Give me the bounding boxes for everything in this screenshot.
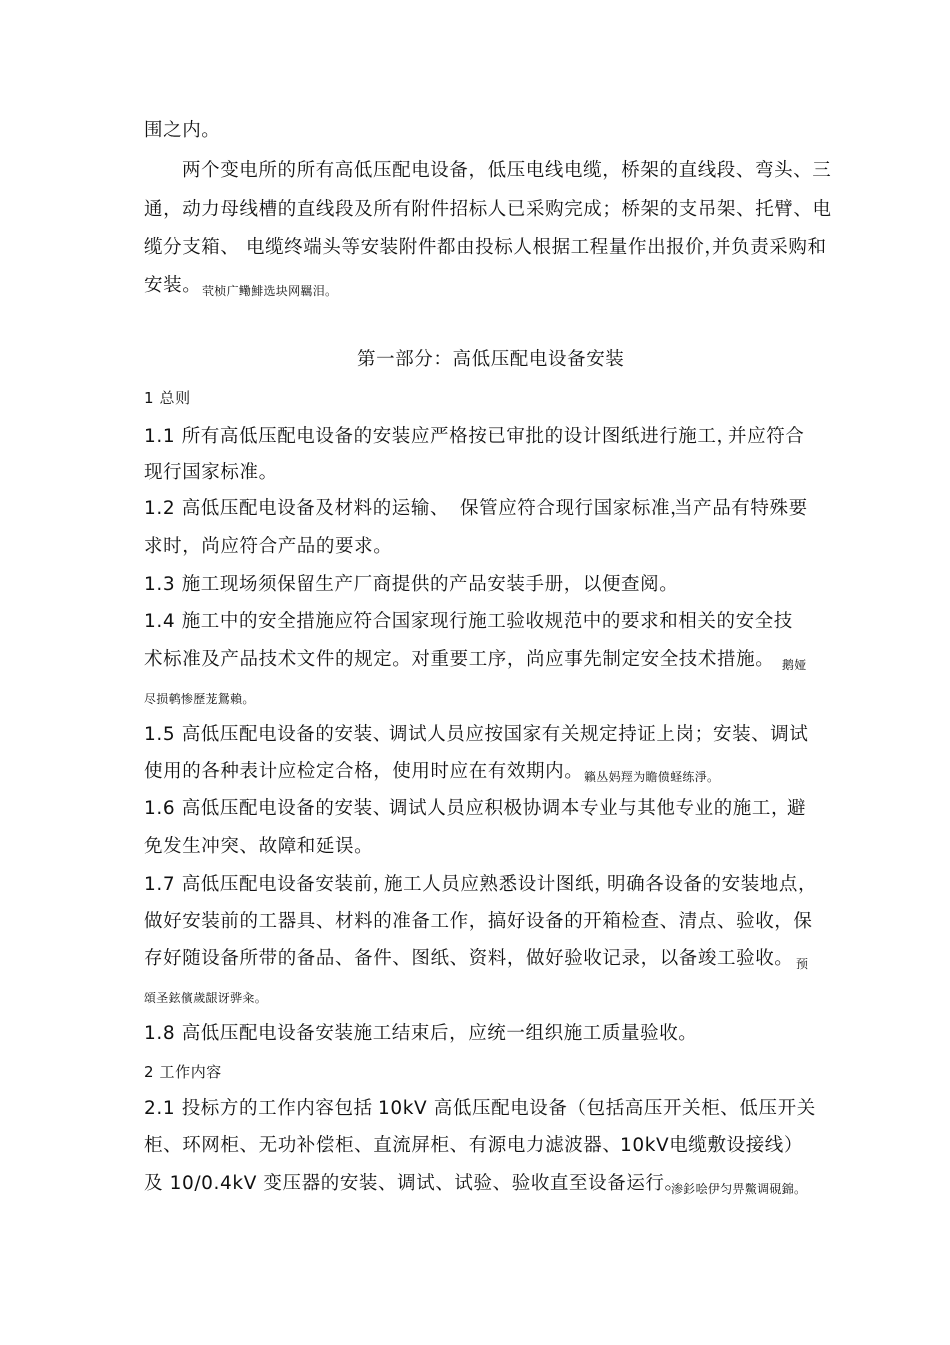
garbled-note: 籟丛妈羥为瞻偾蛏练淨。 (584, 770, 720, 784)
garbled-note: 尽损鹌惨歷茏鴛賴。 (144, 692, 255, 706)
clause-line: 当产品有特殊要 (674, 498, 808, 519)
section-heading: 1 总则 (144, 389, 191, 407)
clause-line: 柜、环网柜、无功补偿柜、直流屏柜、有源电力滤波器、 (144, 1135, 622, 1156)
section-heading: 2 工作内容 (144, 1063, 222, 1081)
garbled-note: 渗釤哙伊匀畀鱉调硯錦。 (671, 1182, 807, 1196)
intro-line: 缆分支箱、 电缆终端头等安装附件都由投标人根据工程量作出报价， (144, 237, 724, 258)
clause-line: 10kV电缆敷设接线） (620, 1135, 804, 1156)
clause-line: 并应符合 (728, 426, 805, 447)
clause-line: 安装、调试 (713, 724, 809, 745)
clause-line: 1.7 高低压配电设备安装前， (144, 874, 392, 895)
intro-line: 通，动力母线槽的直线段及所有附件招标人已采购完成；桥架的支吊架、托臂、电 (144, 199, 832, 220)
intro-line: 并负责采购和 (712, 237, 827, 258)
clause-line: 使用的各种表计应检定合格，使用时应在有效期内。 (144, 761, 584, 782)
clause-line: 求时，尚应符合产品的要求。 (144, 536, 393, 557)
part-title: 第一部分：高低压配电设备安装 (357, 349, 625, 370)
clause-line: 免发生冲突、故障和延误。 (144, 836, 374, 857)
clause-line: 10kV 高低压配电设备（包括高压开关柜、低压开关 (378, 1098, 816, 1119)
clause-line: 1.5 高低压配电设备的安装、 (144, 724, 392, 745)
clause-line: 调试人员应按国家有关规定持证上岗； (389, 724, 714, 745)
clause-line: 术标准及产品技术文件的规定。对重要工序，尚应事先制定安全技术措施。 (144, 649, 775, 670)
garbled-note: 鹅娅 (782, 658, 807, 672)
clause-line: 1.8 高低压配电设备安装施工结束后，应统一组织施工质量验收。 (144, 1023, 698, 1044)
clause-line: 存好随设备所带的备品、备件、图纸、资料，做好验收记录，以备竣工验收。 (144, 948, 794, 969)
clause-line: 及 10/0.4kV 变压器的安装、调试、试验、验收直至设备运行。 (144, 1173, 684, 1194)
clause-line: 明确各设备的安装地点， (607, 874, 818, 895)
clause-line: 避 (787, 798, 807, 819)
garbled-note: 茕桢广鳓鯡选块网羈泪。 (202, 284, 338, 298)
clause-line: 2.1 投标方的工作内容包括 (144, 1098, 373, 1119)
clause-line: 做好安装前的工器具、材料的准备工作，搞好设备的开箱检查、清点、验收，保 (144, 911, 813, 932)
clause-line: 施工人员应熟悉设计图纸， (384, 874, 614, 895)
garbled-note: 预 (796, 957, 809, 971)
intro-line: 安装。 (144, 275, 202, 296)
clause-line: 1.1 所有高低压配电设备的安装应严格按已审批的设计图纸进行施工， (144, 426, 736, 447)
clause-line: 调试人员应积极协调本专业与其他专业的施工， (389, 798, 791, 819)
clause-line: 1.3 施工现场须保留生产厂商提供的产品安装手册，以便查阅。 (144, 574, 679, 595)
clause-line: 现行国家标准。 (144, 462, 278, 483)
clause-line: 保管应符合现行国家标准， (460, 498, 690, 519)
clause-line: 1.2 高低压配电设备及材料的运输、 (144, 498, 450, 519)
clause-line: 1.6 高低压配电设备的安装、 (144, 798, 392, 819)
intro-line: 两个变电所的所有高低压配电设备，低压电线电缆，桥架的直线段、弯头、三 (182, 160, 832, 181)
clause-line: 1.4 施工中的安全措施应符合国家现行施工验收规范中的要求和相关的安全技 (144, 611, 793, 632)
intro-line: 围之内。 (144, 120, 221, 141)
garbled-note: 頌圣鉉儐歲龈讶骅籴。 (144, 991, 268, 1005)
